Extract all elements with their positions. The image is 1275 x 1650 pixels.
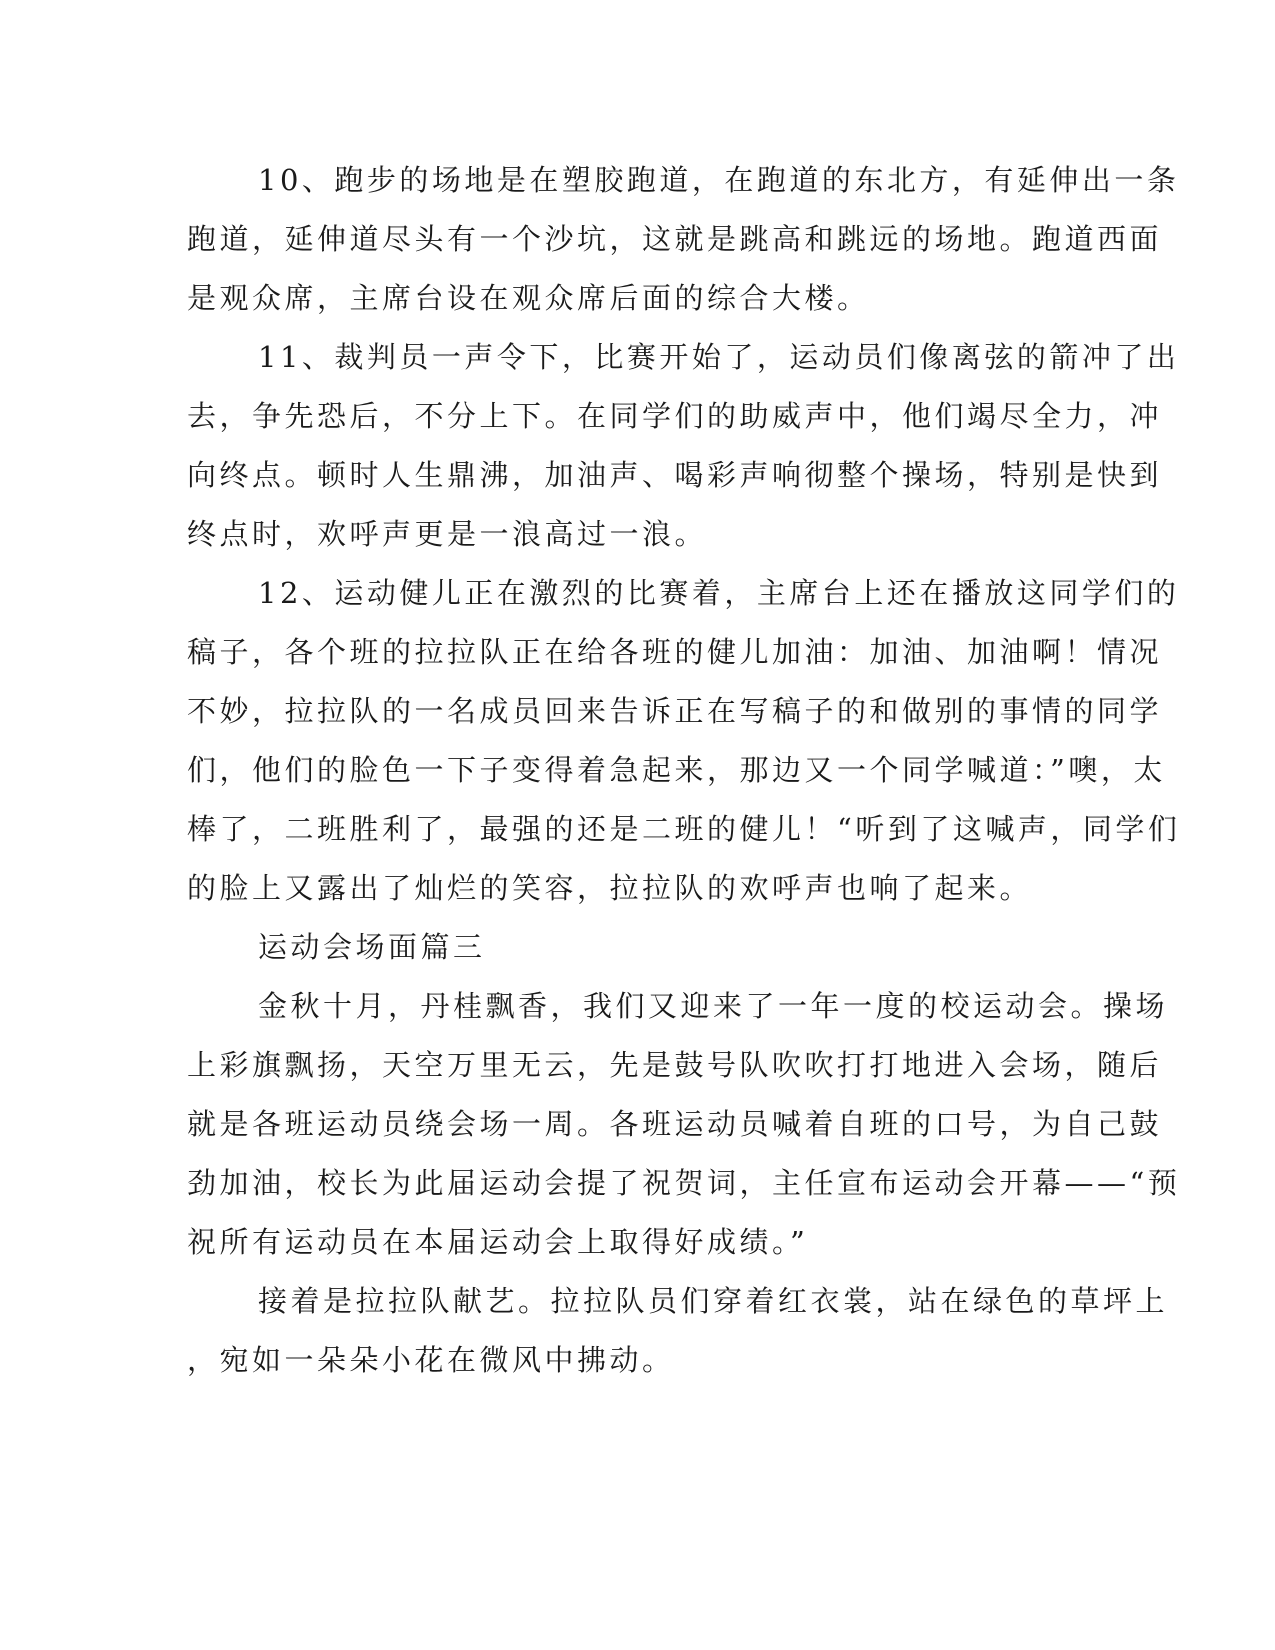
paragraph-13-line-2: 上彩旗飘扬，天空万里无云，先是鼓号队吹吹打打地进入会场，随后 [187, 1048, 1163, 1082]
paragraph-11-line-1: 11、裁判员一声令下，比赛开始了，运动员们像离弦的箭冲了出 [258, 340, 1180, 374]
paragraph-13-line-5: 祝所有运动员在本届运动会上取得好成绩。” [187, 1225, 809, 1259]
paragraph-12-line-2: 稿子，各个班的拉拉队正在给各班的健儿加油：加油、加油啊！情况 [187, 635, 1163, 669]
paragraph-11-line-4: 终点时，欢呼声更是一浪高过一浪。 [187, 517, 708, 551]
section-heading: 运动会场面篇三 [258, 930, 486, 964]
paragraph-10-line-3: 是观众席，主席台设在观众席后面的综合大楼。 [187, 281, 870, 315]
paragraph-13-line-1: 金秋十月，丹桂飘香，我们又迎来了一年一度的校运动会。操场 [258, 989, 1169, 1023]
paragraph-11-line-2: 去，争先恐后，不分上下。在同学们的助威声中，他们竭尽全力，冲 [187, 399, 1163, 433]
paragraph-12-line-5: 棒了，二班胜利了，最强的还是二班的健儿！“听到了这喊声，同学们 [187, 812, 1181, 846]
paragraph-11-line-3: 向终点。顿时人生鼎沸，加油声、喝彩声响彻整个操场，特别是快到 [187, 458, 1163, 492]
paragraph-14-line-2: ，宛如一朵朵小花在微风中拂动。 [187, 1343, 675, 1377]
paragraph-13-line-3: 就是各班运动员绕会场一周。各班运动员喊着自班的口号，为自己鼓 [187, 1107, 1163, 1141]
paragraph-14-line-1: 接着是拉拉队献艺。拉拉队员们穿着红衣裳，站在绿色的草坪上 [258, 1284, 1169, 1318]
paragraph-13-line-4: 劲加油，校长为此届运动会提了祝贺词，主任宣布运动会开幕——“预 [187, 1166, 1181, 1200]
paragraph-12-line-3: 不妙，拉拉队的一名成员回来告诉正在写稿子的和做别的事情的同学 [187, 694, 1163, 728]
paragraph-12-line-6: 的脸上又露出了灿烂的笑容，拉拉队的欢呼声也响了起来。 [187, 871, 1033, 905]
paragraph-12-line-4: 们，他们的脸色一下子变得着急起来，那边又一个同学喊道：”噢，太 [187, 753, 1166, 787]
paragraph-10-line-2: 跑道，延伸道尽头有一个沙坑，这就是跳高和跳远的场地。跑道西面 [187, 222, 1163, 256]
paragraph-10-line-1: 10、跑步的场地是在塑胶跑道，在跑道的东北方，有延伸出一条 [258, 163, 1180, 197]
paragraph-12-line-1: 12、运动健儿正在激烈的比赛着，主席台上还在播放这同学们的 [258, 576, 1180, 610]
